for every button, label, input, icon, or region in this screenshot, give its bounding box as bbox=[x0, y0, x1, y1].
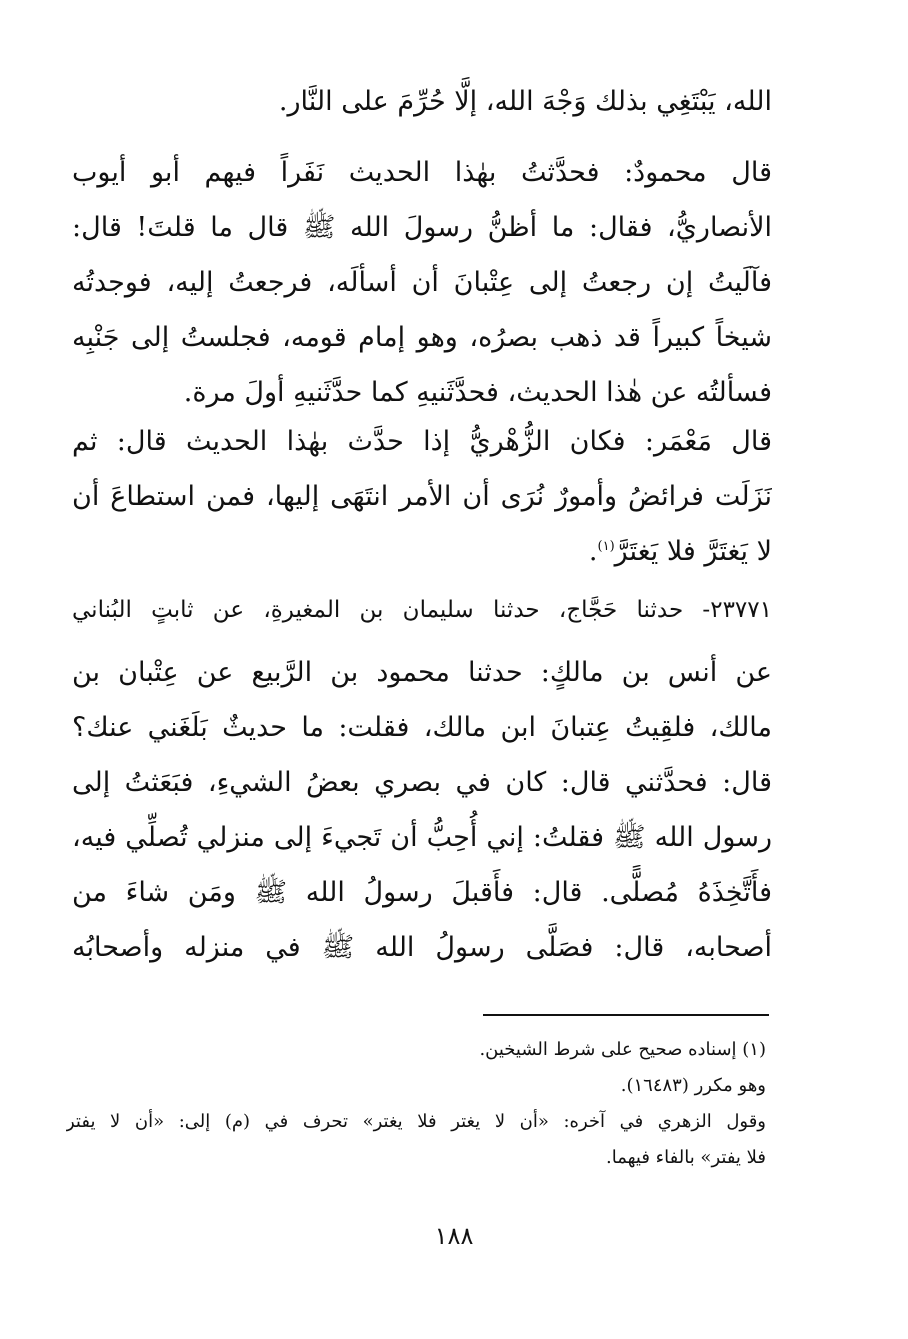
paragraph-1 bbox=[72, 74, 772, 129]
text-line: أصحابه، قال: فصَلَّى رسولُ الله ﷺ في منزله وأصحابُه bbox=[72, 932, 772, 963]
text-line-tail: . bbox=[588, 536, 598, 567]
footnote-line: وقول الزهري في آخره: «أن لا يغتر فلا يغتر» تحرف في (م) إلى: «أن لا يفتر bbox=[66, 1111, 766, 1132]
text-line: مالك، فلقِيتُ عِتبانَ ابن مالك، فقلت: ما حديثٌ بَلَغَني عنك؟ bbox=[72, 712, 772, 743]
text-line: فآلَيتُ إن رجعتُ إلى عِتْبانَ أن أسألَه، فرجعتُ إليه، فوجدتُه bbox=[72, 267, 772, 298]
paragraph-4 bbox=[72, 645, 772, 975]
text-line: قال محمودٌ: فحدَّثتُ بهٰذا الحديث نَفَراً فيهم أبو أيوب bbox=[72, 157, 772, 188]
footnote-line: وهو مكرر (١٦٤٨٣). bbox=[620, 1075, 766, 1096]
footnote-reference: (١) bbox=[597, 539, 615, 554]
hadith-heading bbox=[72, 590, 772, 630]
text-line: فسألتُه عن هٰذا الحديث، فحدَّثَنيهِ كما حدَّثَنيهِ أولَ مرة. bbox=[183, 377, 772, 408]
text-line: قال: فحدَّثني قال: كان في بصري بعضُ الشيءِ، فبَعَثتُ إلى bbox=[72, 767, 772, 798]
footnote-line: فلا يفتر» بالفاء فيهما. bbox=[606, 1147, 766, 1168]
text-line: الله، يَبْتَغِي بذلك وَجْهَ الله، إلَّا حُرِّمَ على النَّار. bbox=[278, 86, 772, 117]
text-line: فأَتَّخِذَهُ مُصلًّى. قال: فأَقبلَ رسولُ الله ﷺ ومَن شاءَ من bbox=[72, 877, 772, 908]
text-line-content: لا يَغتَرَّ فلا يَغتَرَّ bbox=[614, 536, 772, 567]
page-number: ١٨٨ bbox=[434, 1222, 474, 1250]
hadith-number-line: ٢٣٧٧١- حدثنا حَجَّاج، حدثنا سليمان بن المغيرةِ، عن ثابتٍ البُناني bbox=[72, 597, 772, 623]
footnotes bbox=[66, 1032, 766, 1176]
text-line: قال مَعْمَر: فكان الزُّهْريُّ إذا حدَّث بهٰذا الحديث قال: ثم bbox=[72, 426, 772, 457]
text-line: رسول الله ﷺ فقلتُ: إني أُحِبُّ أن تَجيءَ إلى منزلي تُصلِّي فيه، bbox=[72, 822, 772, 853]
text-line: شيخاً كبيراً قد ذهب بصرُه، وهو إمام قومه، فجلستُ إلى جَنْبِه bbox=[72, 322, 772, 353]
paragraph-2 bbox=[72, 145, 772, 420]
footnote-line: (١) إسناده صحيح على شرط الشيخين. bbox=[479, 1039, 766, 1060]
paragraph-3 bbox=[72, 414, 772, 579]
text-line: الأنصاريُّ، فقال: ما أظنُّ رسولَ الله ﷺ قال ما قلتَ! قال: bbox=[72, 212, 772, 243]
text-line: عن أنس بن مالكٍ: حدثنا محمود بن الرَّبيع عن عِتْبان بن bbox=[72, 657, 772, 688]
text-line bbox=[72, 524, 772, 579]
text-line: نَزَلَت فرائضُ وأمورٌ نُرَى أن الأمر انتَهَى إليها، فمن استطاعَ أن bbox=[72, 481, 772, 512]
footnote-separator bbox=[483, 1014, 769, 1016]
